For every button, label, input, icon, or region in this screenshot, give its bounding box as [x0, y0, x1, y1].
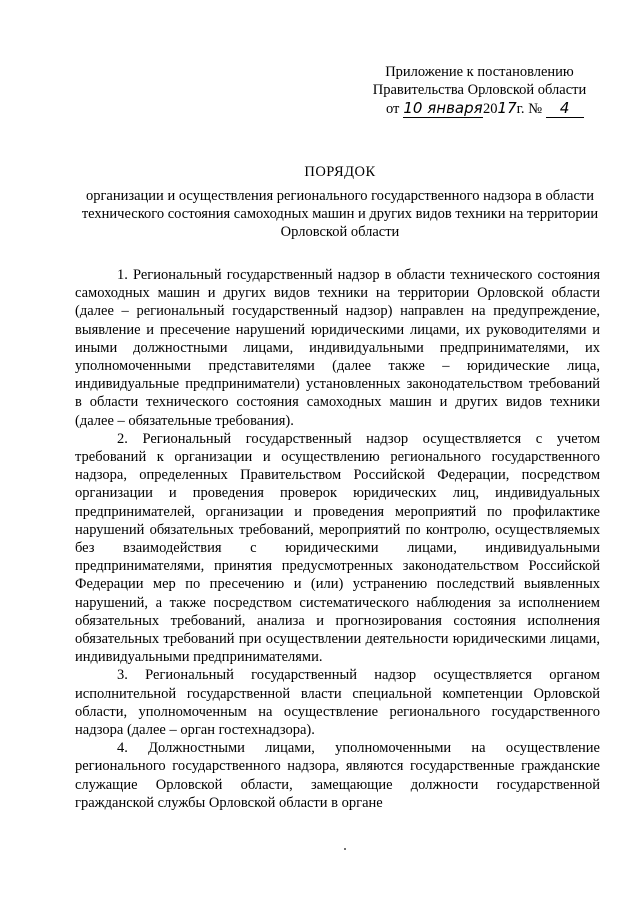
document-subtitle: организации и осуществления регионального государственного надзора в области технического состояния самоходных машин и других видов техники на территории Орловской области: [81, 188, 599, 240]
appendix-line-2: Правительства Орловской области: [372, 82, 587, 98]
paragraph-2: 2. Региональный государственный надзор осуществляется с учетом требований к организации и осуществлению регионального государственного надзора, определенных Правительством Российской Федерации, посредством организации и проведения проверок юридических лиц, индивидуальных предпринимателей, организации и проведения мероприятий по профилактике нарушений обязательных требований, мероприятий по контролю, осуществляемых без взаимодействия с юридическими лицами, индивидуальными предпринимателями, принятия предусмотренных законодательством Российской Федерации мер по пресечению и (или) устранению последствий выявленных нарушений, а также посредством систематического наблюдения за исполнением обязательных требований, анализа и прогнозирования состояния исполнения обязательных требований при осуществлении деятельности юридическими лицами, индивидуальными предпринимателями.: [75, 430, 600, 666]
appendix-header: [372, 63, 587, 118]
year-suffix: г.: [516, 101, 525, 117]
year-prefix: 20: [483, 101, 498, 117]
handwritten-year: 17: [497, 99, 517, 117]
document-body: [75, 266, 600, 812]
appendix-line-1: Приложение к постановлению: [385, 64, 574, 80]
handwritten-date: 10 января: [403, 99, 483, 117]
handwritten-number: 4: [546, 99, 584, 118]
number-label: №: [528, 101, 543, 117]
from-label: от: [386, 101, 400, 117]
paragraph-4: 4. Должностными лицами, уполномоченными на осуществление регионального государственного надзора, являются государственные гражданские служащие Орловской области, замещающие должности государственной гражданской службы Орловской области в органе: [75, 740, 600, 811]
paragraph-3: 3. Региональный государственный надзор осуществляется органом исполнительной государственной власти специальной компетенции Орловской области, уполномоченным на осуществление регионального государственного надзора (далее – орган гостехнадзора).: [75, 667, 600, 739]
document-title: ПОРЯДОК: [304, 164, 376, 180]
appendix-date-line: [372, 99, 587, 118]
document-heading: [80, 163, 600, 241]
paragraph-1: 1. Региональный государственный надзор в области технического состояния самоходных машин и других видов техники на территории Орловской области (далее – региональный государственный надзор) направлен на предупреждение, выявление и пресечение нарушений юридическими лицами, их руководителями и иными должностными лицами, индивидуальными предпринимателями, их уполномоченными представителями (далее также – юридические лица, индивидуальные предприниматели) установленных законодательством требований в области технического состояния самоходных машин и других видов техники (далее – обязательные требования).: [75, 267, 600, 429]
scan-speck: [344, 848, 346, 850]
